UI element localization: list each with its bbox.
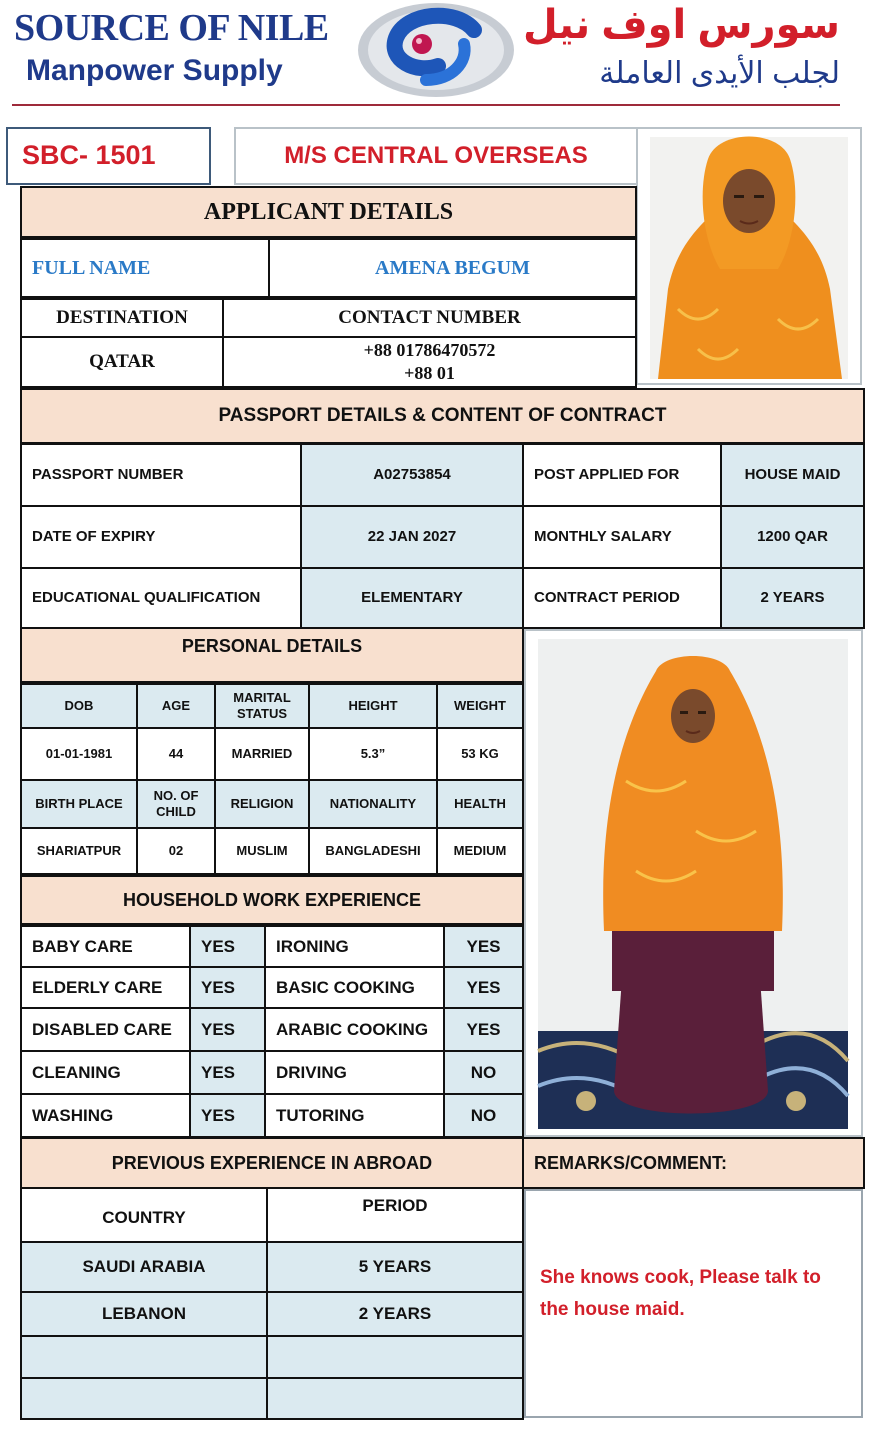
passport-number-cell [300,443,524,507]
skill-a-value: YES [201,1019,236,1039]
skill-a-cell [20,966,191,1009]
abroad-period: 2 YEARS [358,1304,432,1324]
post-label: POST APPLIED FOR [534,465,680,483]
salary-label: MONTHLY SALARY [534,527,672,545]
contract-label-cell [522,567,722,629]
company-name-en: SOURCE OF NILE [14,7,329,49]
destination-label: DESTINATION [56,307,188,329]
weight-value-cell [436,727,524,781]
skill-b-label: DRIVING [276,1062,347,1082]
abroad-row [20,1241,268,1293]
abroad-empty-row [266,1377,524,1420]
health-header-label: HEALTH [454,795,506,811]
height-header-label: HEIGHT [348,697,398,713]
applicant-details-title: APPLICANT DETAILS [203,199,454,225]
skill-a-value: YES [201,1062,236,1082]
letterhead [0,0,891,110]
reference-code-box [6,127,211,185]
skill-b-value: NO [470,1062,497,1082]
skill-b-label: ARABIC COOKING [276,1019,429,1039]
full-name-label-cell [20,238,270,298]
remarks-line-1: She knows cook, Please talk to [540,1267,821,1288]
household-header [20,875,524,925]
abroad-empty-row [266,1335,524,1379]
height-value: 5.3” [360,745,386,761]
abroad-title: PREVIOUS EXPERIENCE IN ABROAD [111,1152,433,1173]
contract-value: 2 YEARS [760,588,825,606]
passport-title: PASSPORT DETAILS & CONTENT OF CONTRACT [218,405,667,427]
destination-label-cell [20,298,224,338]
passport-header [20,388,865,444]
expiry-cell [300,505,524,569]
skill-b-value: YES [466,936,501,956]
marital-header-label: MARITAL STATUS [233,689,291,721]
birthplace-value: SHARIATPUR [36,842,122,858]
agency-box [234,127,638,185]
passport-number-label-cell [20,443,302,507]
letterhead-divider [12,104,840,106]
skill-b-cell [264,1050,445,1095]
age-value-cell [136,727,216,781]
birthplace-value-cell [20,827,138,875]
contact-number-2: +88 01 [404,363,455,383]
skill-b-value-cell [443,1050,524,1095]
skill-a-cell [20,925,191,968]
skill-a-cell [20,1093,191,1138]
dob-value-cell [20,727,138,781]
company-tagline-en: Manpower Supply [26,54,283,87]
abroad-header [20,1137,524,1189]
personal-details-title: PERSONAL DETAILS [181,636,363,656]
company-tagline-ar: لجلب الأيدى العاملة [599,57,840,90]
salary-value: 1200 QAR [757,527,828,545]
skill-a-label: CLEANING [32,1062,121,1082]
skill-a-cell [20,1050,191,1095]
post-value: HOUSE MAID [744,465,841,483]
religion-value: MUSLIM [236,842,288,858]
nationality-value-cell [308,827,438,875]
weight-value: 53 KG [461,745,499,761]
skill-b-value: YES [466,977,501,997]
contract-label: CONTRACT PERIOD [534,588,680,606]
marital-header [214,683,310,729]
religion-value-cell [214,827,310,875]
expiry-label-cell [20,505,302,569]
health-value-cell [436,827,524,875]
dob-header-label: DOB [64,697,94,713]
applicant-details-header [20,186,637,238]
skill-a-value-cell [189,1007,266,1052]
weight-header [436,683,524,729]
post-label-cell [522,443,722,507]
children-value-cell [136,827,216,875]
height-header [308,683,438,729]
abroad-empty-row [20,1377,268,1420]
abroad-row [20,1291,268,1337]
skill-a-label: BABY CARE [32,936,133,956]
applicant-full-body-photo [524,629,863,1137]
skill-b-label: IRONING [276,936,349,956]
dob-value: 01-01-1981 [45,745,113,761]
full-name-label: FULL NAME [32,256,151,279]
age-value: 44 [168,745,184,761]
abroad-empty-row [20,1335,268,1379]
skill-b-label: TUTORING [276,1105,365,1125]
reference-code: SBC- 1501 [22,140,156,171]
destination-value-cell [20,336,224,388]
skill-b-value: YES [466,1019,501,1039]
marital-value-cell [214,727,310,781]
weight-header-label: WEIGHT [454,697,506,713]
health-header [436,779,524,829]
skill-b-value-cell [443,925,524,968]
nationality-header [308,779,438,829]
skill-b-value-cell [443,1007,524,1052]
dob-header [20,683,138,729]
destination-value: QATAR [89,351,155,373]
period-header-cell [266,1187,524,1243]
remarks-title: REMARKS/COMMENT: [534,1152,727,1173]
period-header: PERIOD [362,1196,428,1215]
abroad-period: 5 YEARS [358,1257,432,1277]
agency-name: M/S CENTRAL OVERSEAS [284,142,588,169]
skill-a-value-cell [189,1093,266,1138]
expiry-label: DATE OF EXPIRY [32,527,156,545]
contract-cell [720,567,865,629]
contact-number-1: +88 01786470572 [363,339,496,360]
health-value: MEDIUM [453,842,507,858]
company-name-ar: سورس اوف نيل [523,3,840,47]
nationality-header-label: NATIONALITY [329,795,417,811]
salary-label-cell [522,505,722,569]
religion-header [214,779,310,829]
salary-cell [720,505,865,569]
nationality-value: BANGLADESHI [325,842,421,858]
contact-value-cell [222,336,637,388]
children-value: 02 [168,842,184,858]
passport-number: A02753854 [373,465,451,483]
contact-label: CONTACT NUMBER [338,307,521,329]
education-label: EDUCATIONAL QUALIFICATION [32,588,261,606]
children-header-label: NO. OF CHILD [153,787,199,819]
skill-b-cell [264,966,445,1009]
remarks-box [524,1189,863,1418]
skill-a-value: YES [201,936,236,956]
expiry-value: 22 JAN 2027 [367,527,457,545]
skill-a-cell [20,1007,191,1052]
contact-label-cell [222,298,637,338]
abroad-row [266,1241,524,1293]
religion-header-label: RELIGION [230,795,294,811]
skill-a-label: ELDERLY CARE [32,977,163,997]
abroad-row [266,1291,524,1337]
birthplace-header [20,779,138,829]
skill-a-value-cell [189,966,266,1009]
skill-a-label: WASHING [32,1105,114,1125]
passport-number-label: PASSPORT NUMBER [32,465,184,483]
age-header [136,683,216,729]
applicant-portrait-photo [636,127,862,385]
post-cell [720,443,865,507]
skill-b-value: NO [470,1105,497,1125]
education-cell [300,567,524,629]
company-logo [356,0,516,100]
skill-a-value: YES [201,977,236,997]
remarks-header [522,1137,865,1189]
skill-a-value: YES [201,1105,236,1125]
skill-b-cell [264,1093,445,1138]
country-header: COUNTRY [102,1208,186,1228]
skill-a-value-cell [189,1050,266,1095]
skill-a-label: DISABLED CARE [32,1019,172,1039]
height-value-cell [308,727,438,781]
country-header-cell [20,1187,268,1243]
education-value: ELEMENTARY [361,588,463,606]
abroad-country: SAUDI ARABIA [82,1257,206,1277]
age-header-label: AGE [161,697,191,713]
abroad-country: LEBANON [101,1304,187,1324]
children-header [136,779,216,829]
personal-details-header [20,627,524,683]
full-name-value-cell [268,238,637,298]
skill-b-cell [264,925,445,968]
skill-b-cell [264,1007,445,1052]
household-title: HOUSEHOLD WORK EXPERIENCE [122,889,422,910]
education-label-cell [20,567,302,629]
skill-b-value-cell [443,966,524,1009]
birthplace-header-label: BIRTH PLACE [35,795,123,811]
skill-b-label: BASIC COOKING [276,977,415,997]
skill-b-value-cell [443,1093,524,1138]
full-name-value: AMENA BEGUM [375,256,530,279]
skill-a-value-cell [189,925,266,968]
marital-value: MARRIED [231,745,293,761]
remarks-line-2: the house maid. [540,1299,685,1320]
